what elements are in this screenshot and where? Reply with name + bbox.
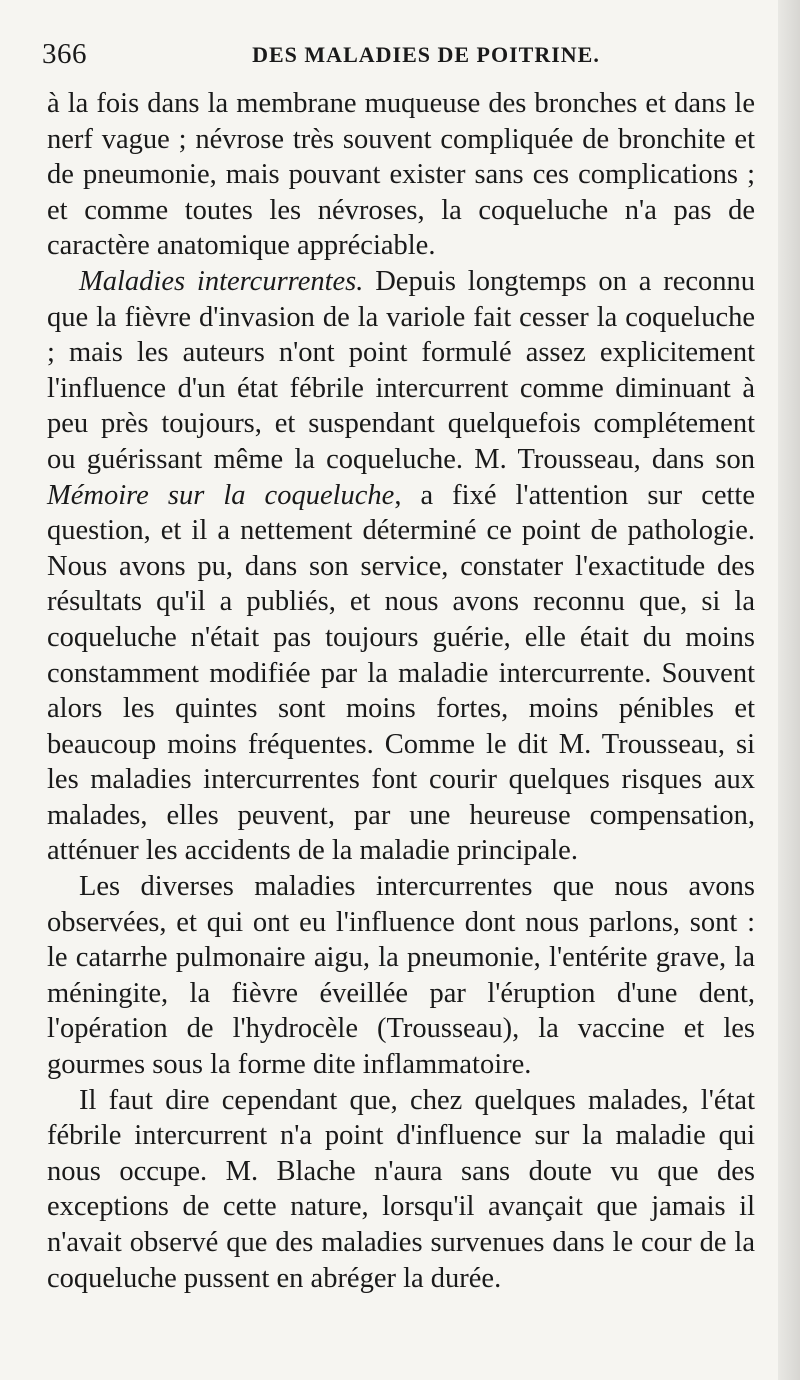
page-header [42, 38, 750, 78]
page-edge-shadow [778, 0, 800, 1380]
paragraph-continuation: à la fois dans la membrane muqueuse des bronches et dans le nerf vague ; névrose très souvent compliquée de bronchite et de pneumonie, mais pouvant exister sans ces complications ; et comme toutes les névroses, la coqueluche n'a pas de caractère anatomique appréciable. [47, 88, 755, 262]
cited-work-title: Mémoire sur la coqueluche [47, 479, 395, 511]
paragraph-text: Depuis longtemps on a reconnu que la fièvre d'invasion de la variole fait cesser la coqueluche ; mais les auteurs n'ont point formulé assez explicitement l'influence d'un état fébrile intercurrent comme diminuant à peu près toujours, et suspendant quelquefois complétement ou guérissant même la coqueluche. M. Trousseau, dans son [47, 265, 755, 475]
running-head: DES MALADIES DE POITRINE. [252, 42, 600, 67]
paragraph-text: , a fixé l'attention sur cette question, et il a nettement déterminé ce point de pathologie. Nous avons pu, dans son service, constater l'exactitude des résultats qu'il a publiés, et nous avons reconnu que, si la coqueluche n'était pas toujours guérie, elle était du moins constamment modifiée par la maladie intercurrente. Souvent alors les quintes sont moins fortes, moins pénibles et beaucoup moins fréquentes. Comme le dit M. Trousseau, si les maladies intercurrentes font courir quelques risques aux malades, elles peuvent, par une heureuse compensation, atténuer les accidents de la maladie principale. [47, 479, 755, 867]
page-body [47, 86, 755, 1296]
page-number: 366 [42, 38, 87, 70]
paragraph-diseases-list: Les diverses maladies intercurrentes que nous avons observées, et qui ont eu l'influence dont nous parlons, sont : le catarrhe pulmonaire aigu, la pneumonie, l'entérite grave, la méningite, la fièvre éveillée par l'éruption d'une dent, l'opération de l'hydrocèle (Trousseau), la vaccine et les gourmes sous la forme dite inflammatoire. [47, 871, 755, 1081]
paragraph-intercurrent [47, 264, 755, 869]
paragraph-exceptions: Il faut dire cependant que, chez quelques malades, l'état fébrile intercurrent n'a point d'influence sur la maladie qui nous occupe. M. Blache n'aura sans doute vu que des exceptions de cette nature, lorsqu'il avançait que jamais il n'avait observé que des maladies survenues dans le cour de la coqueluche pussent en abréger la durée. [47, 1084, 755, 1294]
section-lead-italic: Maladies intercurrentes. [79, 265, 364, 297]
